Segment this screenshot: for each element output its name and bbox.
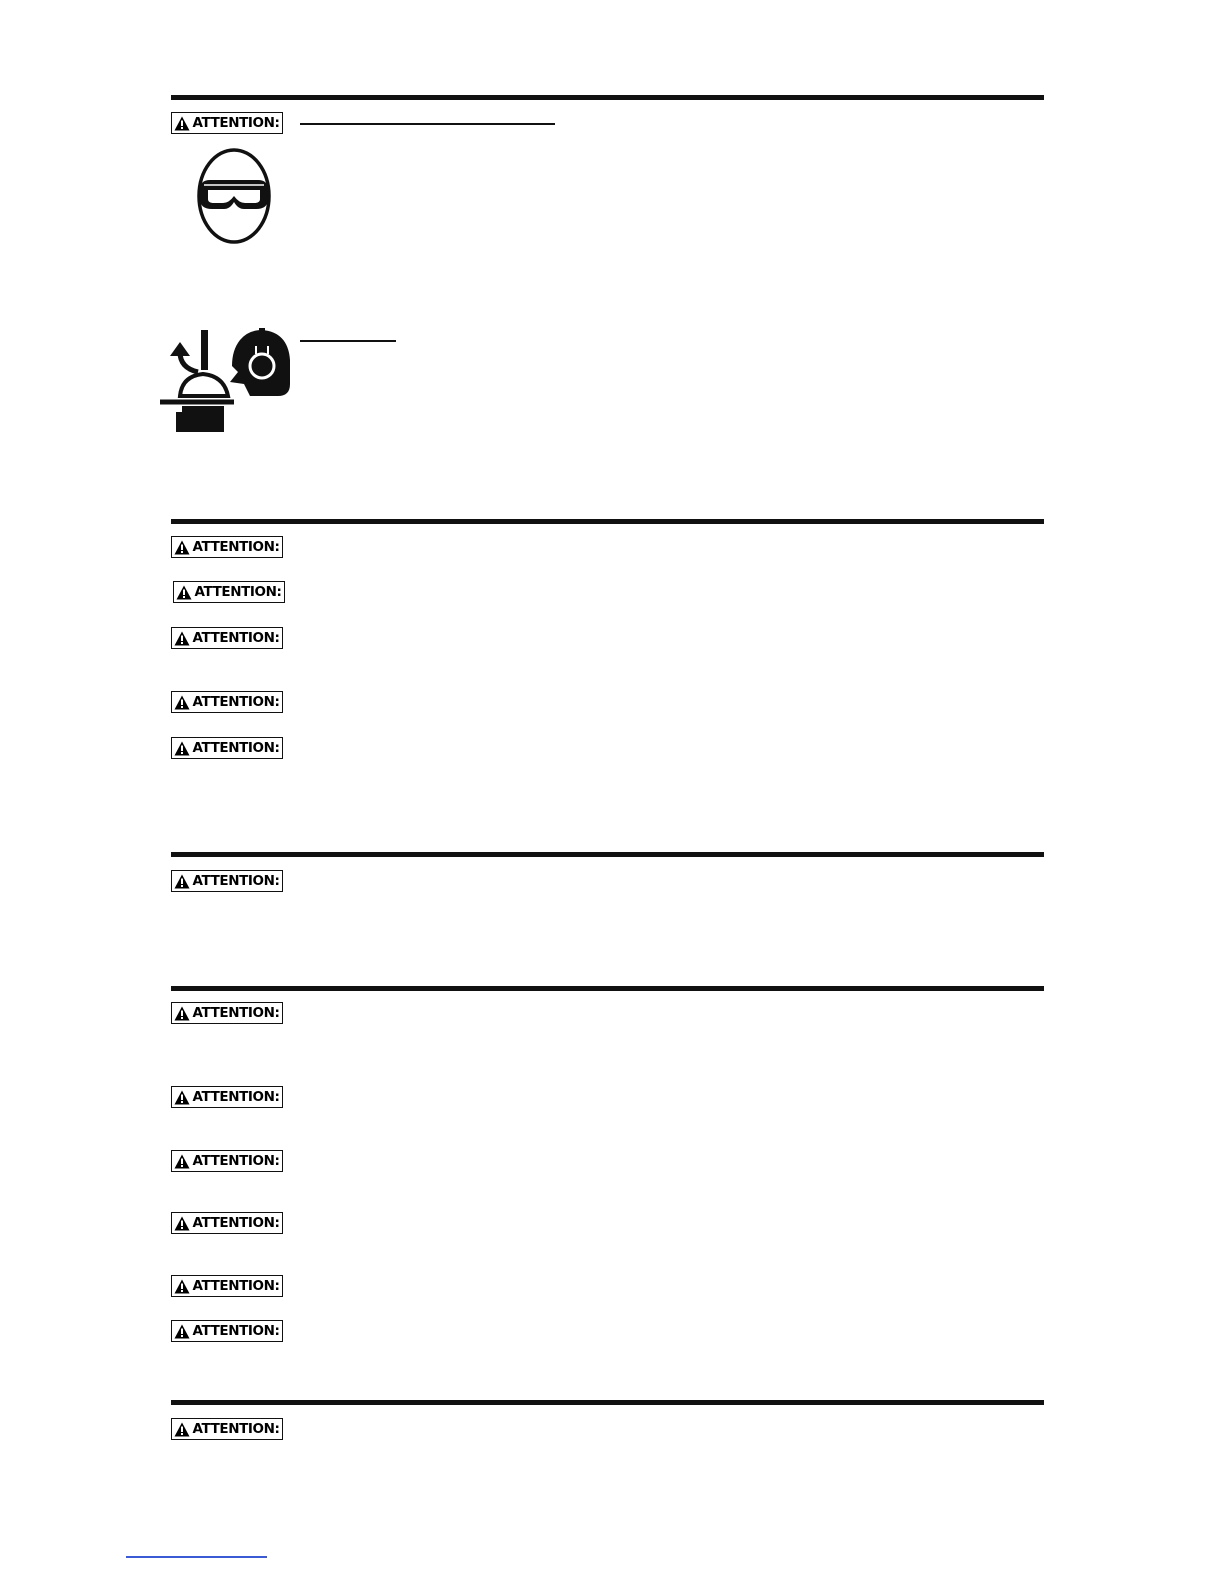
attention-label: ATTENTION: [192,1215,280,1231]
section-divider-3 [171,852,1044,857]
warning-triangle-icon [174,1216,190,1231]
warning-triangle-icon [174,540,190,555]
warning-triangle-icon [174,874,190,889]
warning-triangle-icon [176,585,192,600]
warning-triangle-icon [174,1090,190,1105]
warning-triangle-icon [174,631,190,646]
heading-underline-2 [300,340,396,342]
attention-badge [171,1212,283,1234]
section-divider-4 [171,986,1044,991]
attention-label: ATTENTION: [192,694,280,710]
heading-underline-1 [300,123,555,125]
attention-label: ATTENTION: [192,1421,280,1437]
attention-badge [171,870,283,892]
hearing-protection-hard-hat-icon [158,326,292,434]
attention-badge [171,1275,283,1297]
safety-goggles-face-icon [192,146,276,246]
attention-label: ATTENTION: [192,630,280,646]
attention-label: ATTENTION: [192,873,280,889]
attention-badge [171,1150,283,1172]
attention-badge [171,691,283,713]
section-divider-5 [171,1400,1044,1405]
attention-badge [171,627,283,649]
warning-triangle-icon [174,1006,190,1021]
warning-triangle-icon [174,695,190,710]
warning-triangle-icon [174,1422,190,1437]
attention-badge [171,1418,283,1440]
attention-label: ATTENTION: [192,539,280,555]
attention-badge [171,536,283,558]
attention-badge [171,112,283,134]
attention-label: ATTENTION: [192,740,280,756]
footer-link-underline [126,1556,267,1558]
warning-triangle-icon [174,741,190,756]
attention-badge [171,1086,283,1108]
warning-triangle-icon [174,1154,190,1169]
attention-badge [173,581,285,603]
attention-label: ATTENTION: [192,1005,280,1021]
section-divider-2 [171,519,1044,524]
attention-label: ATTENTION: [192,1323,280,1339]
attention-badge [171,1002,283,1024]
attention-label: ATTENTION: [192,1153,280,1169]
warning-triangle-icon [174,1324,190,1339]
attention-label: ATTENTION: [192,115,280,131]
warning-triangle-icon [174,1279,190,1294]
attention-badge [171,737,283,759]
section-divider-1 [171,95,1044,100]
attention-label: ATTENTION: [192,1089,280,1105]
attention-label: ATTENTION: [194,584,282,600]
attention-badge [171,1320,283,1342]
attention-label: ATTENTION: [192,1278,280,1294]
warning-triangle-icon [174,116,190,131]
